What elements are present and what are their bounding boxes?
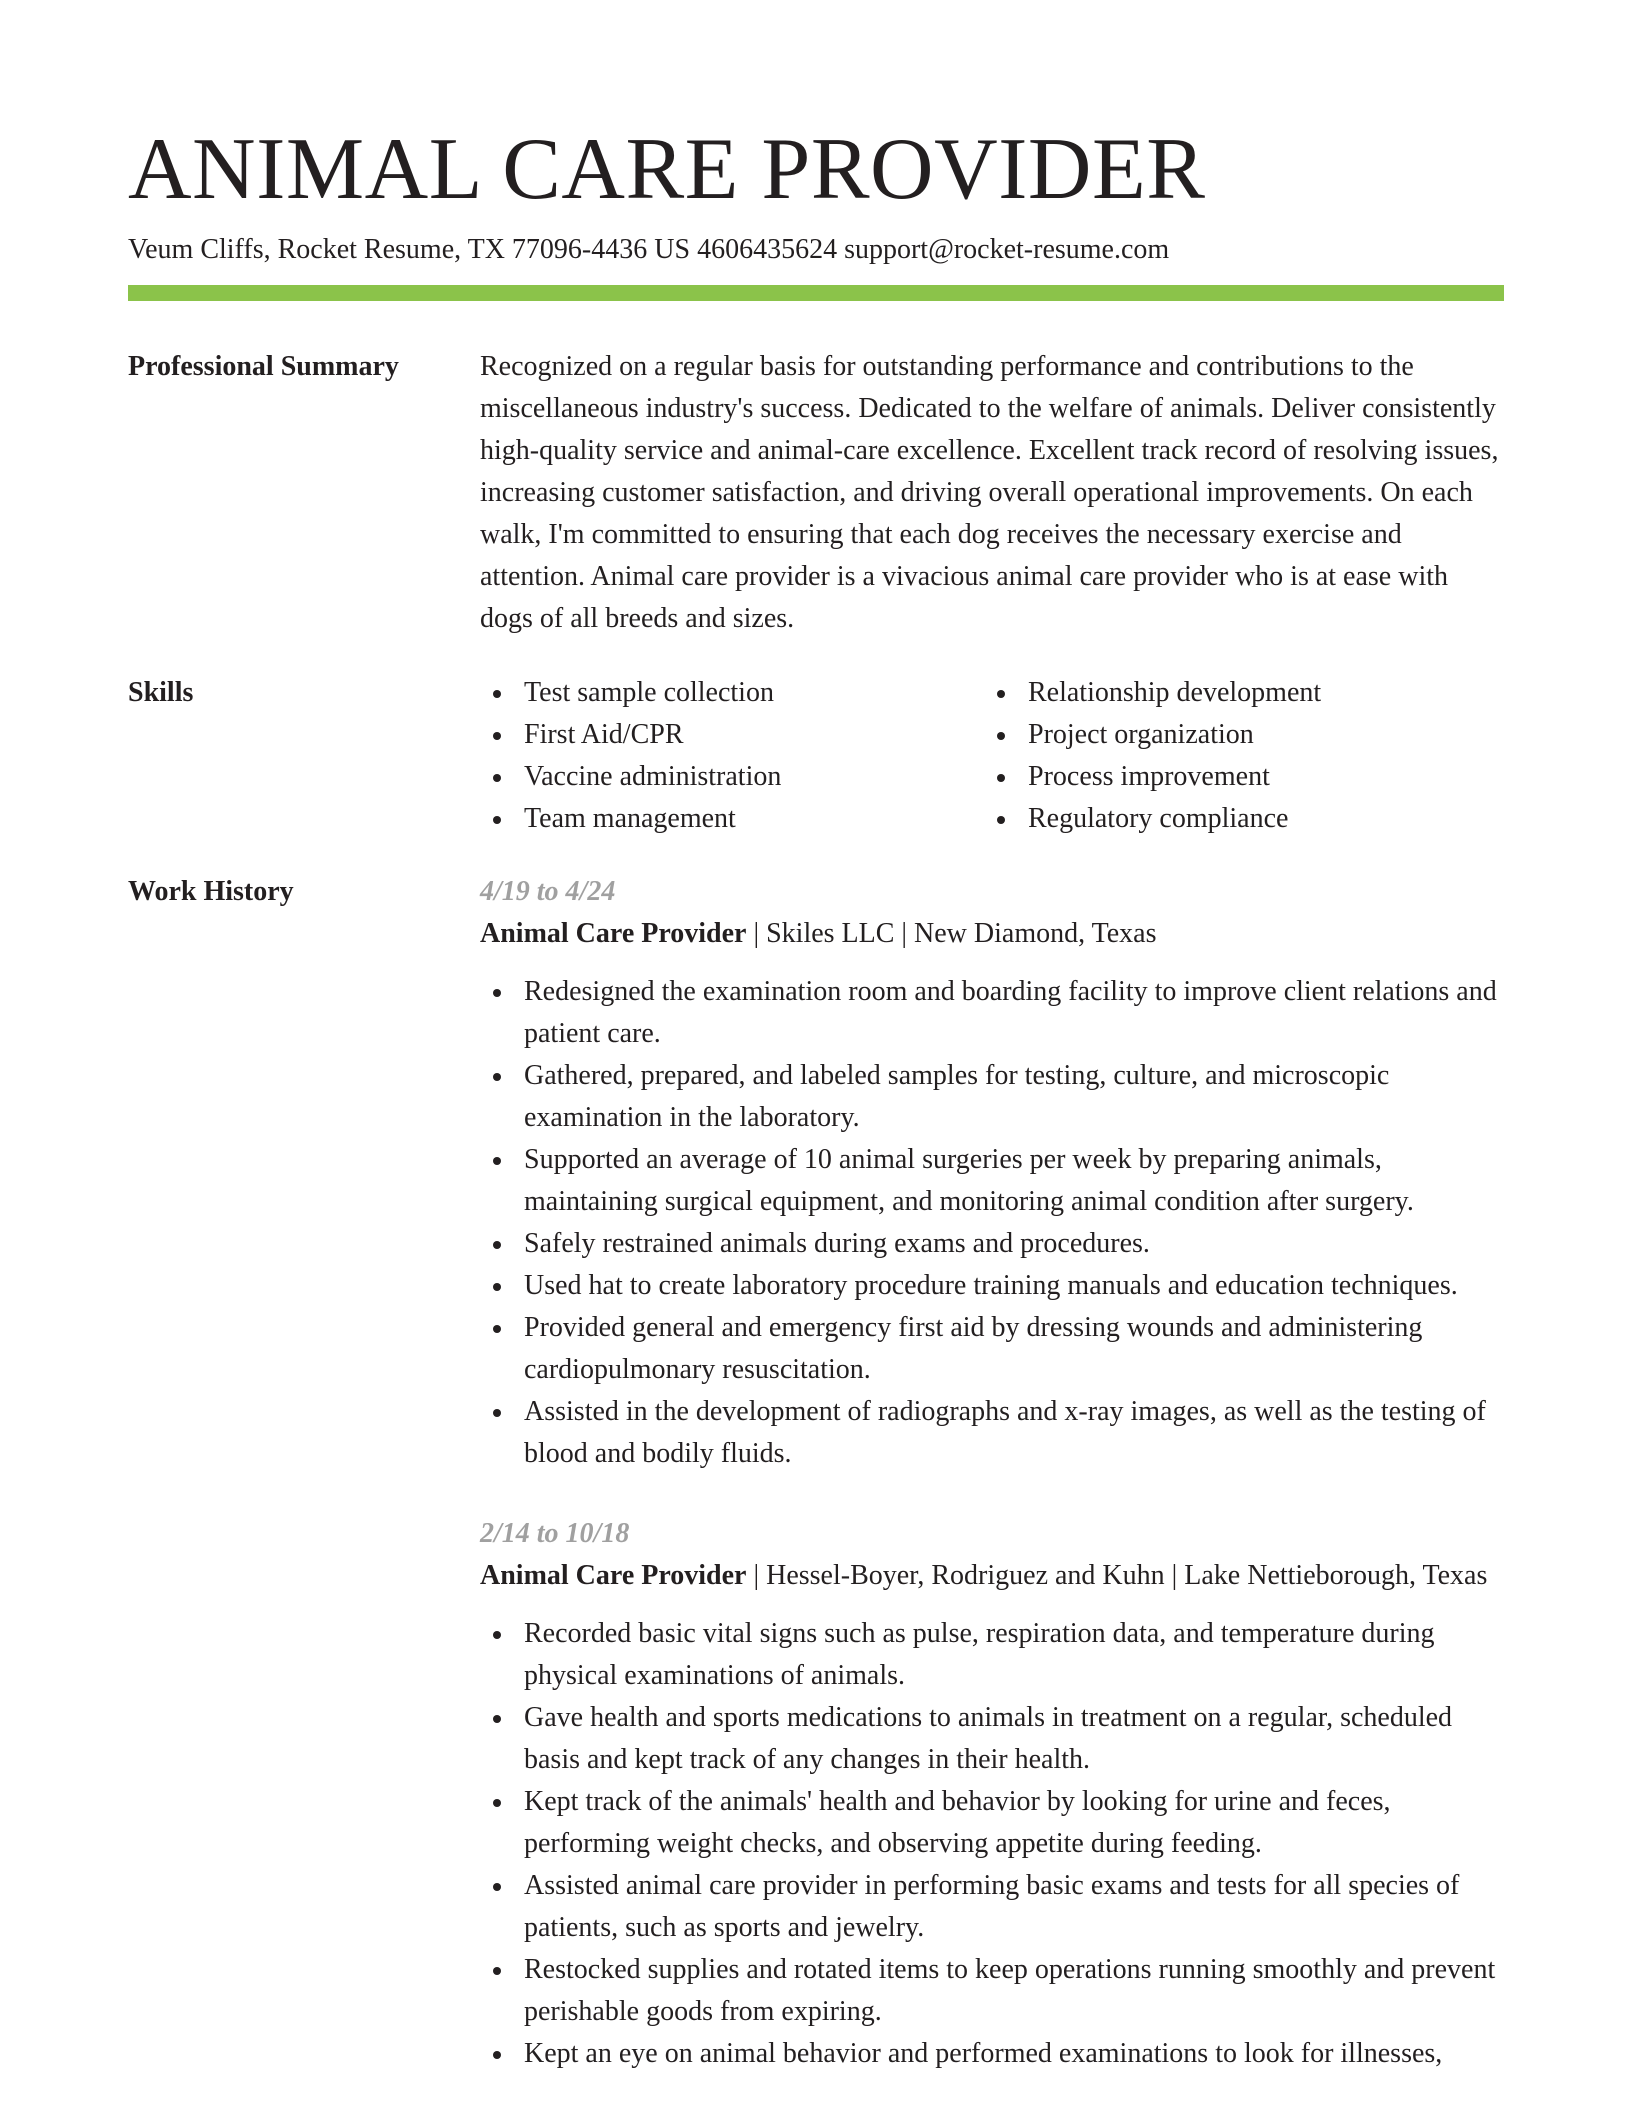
job-bullet: Kept track of the animals' health and behavior by looking for urine and feces, performing weight checks, and observing appetite during feeding. bbox=[480, 1781, 1504, 1865]
skill-item: Relationship development bbox=[984, 672, 1488, 714]
job-bullets bbox=[480, 1613, 1504, 2075]
header-divider bbox=[128, 285, 1504, 301]
job-bullet: Redesigned the examination room and boarding facility to improve client relations and patient care. bbox=[480, 971, 1504, 1055]
job-details: Hessel-Boyer, Rodriguez and Kuhn | Lake Nettieborough, Texas bbox=[766, 1560, 1488, 1591]
job-entry bbox=[480, 1513, 1504, 2075]
skills-body bbox=[480, 672, 1504, 840]
job-bullet: Assisted in the development of radiographs and x-ray images, as well as the testing of blood and bodily fluids. bbox=[480, 1391, 1504, 1475]
skills-left-column bbox=[480, 672, 984, 840]
skills-heading: Skills bbox=[128, 677, 194, 708]
summary-text: Recognized on a regular basis for outstanding performance and contributions to the miscellaneous industry's success. Dedicated to the welfare of animals. Deliver consistently high-quality service and animal-care excellence. Excellent track record of resolving issues, increasing customer satisfaction, and driving overall operational improvements. On each walk, I'm committed to ensuring that each dog receives the necessary exercise and attention. Animal care provider is a vivacious animal care provider who is at ease with dogs of all breeds and sizes. bbox=[480, 351, 1499, 634]
job-bullet: Gave health and sports medications to animals in treatment on a regular, scheduled basis and kept track of any changes in their health. bbox=[480, 1697, 1504, 1781]
contact-address: Veum Cliffs, Rocket Resume, TX 77096-4436 US bbox=[128, 234, 691, 265]
job-title: Animal Care Provider bbox=[480, 1560, 747, 1591]
job-bullet: Kept an eye on animal behavior and performed examinations to look for illnesses, bbox=[480, 2033, 1504, 2075]
summary-heading: Professional Summary bbox=[128, 351, 399, 382]
job-dates: 4/19 to 4/24 bbox=[480, 876, 616, 907]
job-bullet: Restocked supplies and rotated items to keep operations running smoothly and prevent perishable goods from expiring. bbox=[480, 1949, 1504, 2033]
contact-phone: 4606435624 bbox=[697, 234, 838, 265]
skill-item: Test sample collection bbox=[480, 672, 984, 714]
job-title-line bbox=[480, 913, 1504, 955]
resume-title: ANIMAL CARE PROVIDER bbox=[128, 121, 1206, 218]
skills-right-column bbox=[984, 672, 1488, 840]
job-bullet: Provided general and emergency first aid by dressing wounds and administering cardiopulmonary resuscitation. bbox=[480, 1307, 1504, 1391]
job-separator: | bbox=[753, 1560, 767, 1591]
job-bullet: Supported an average of 10 animal surgeries per week by preparing animals, maintaining surgical equipment, and monitoring animal condition after surgery. bbox=[480, 1139, 1504, 1223]
skill-item: Project organization bbox=[984, 714, 1488, 756]
skill-item: First Aid/CPR bbox=[480, 714, 984, 756]
job-bullets bbox=[480, 971, 1504, 1475]
job-bullet: Gathered, prepared, and labeled samples for testing, culture, and microscopic examination in the laboratory. bbox=[480, 1055, 1504, 1139]
work-history-heading: Work History bbox=[128, 876, 294, 907]
work-history-body bbox=[480, 871, 1504, 2112]
job-title-line bbox=[480, 1555, 1504, 1597]
skill-item: Vaccine administration bbox=[480, 756, 984, 798]
skill-item: Process improvement bbox=[984, 756, 1488, 798]
job-details: Skiles LLC | New Diamond, Texas bbox=[766, 918, 1157, 949]
job-bullet: Safely restrained animals during exams and procedures. bbox=[480, 1223, 1504, 1265]
job-bullet: Used hat to create laboratory procedure training manuals and education techniques. bbox=[480, 1265, 1504, 1307]
skill-item: Team management bbox=[480, 798, 984, 840]
job-dates: 2/14 to 10/18 bbox=[480, 1518, 630, 1549]
job-title: Animal Care Provider bbox=[480, 918, 747, 949]
skill-item: Regulatory compliance bbox=[984, 798, 1488, 840]
job-bullet: Recorded basic vital signs such as pulse, respiration data, and temperature during physical examinations of animals. bbox=[480, 1613, 1504, 1697]
contact-email: support@rocket-resume.com bbox=[844, 234, 1170, 265]
job-entry bbox=[480, 871, 1504, 1475]
job-separator: | bbox=[753, 918, 767, 949]
job-bullet: Assisted animal care provider in performing basic exams and tests for all species of patients, such as sports and jewelry. bbox=[480, 1865, 1504, 1949]
contact-line bbox=[128, 230, 1169, 270]
